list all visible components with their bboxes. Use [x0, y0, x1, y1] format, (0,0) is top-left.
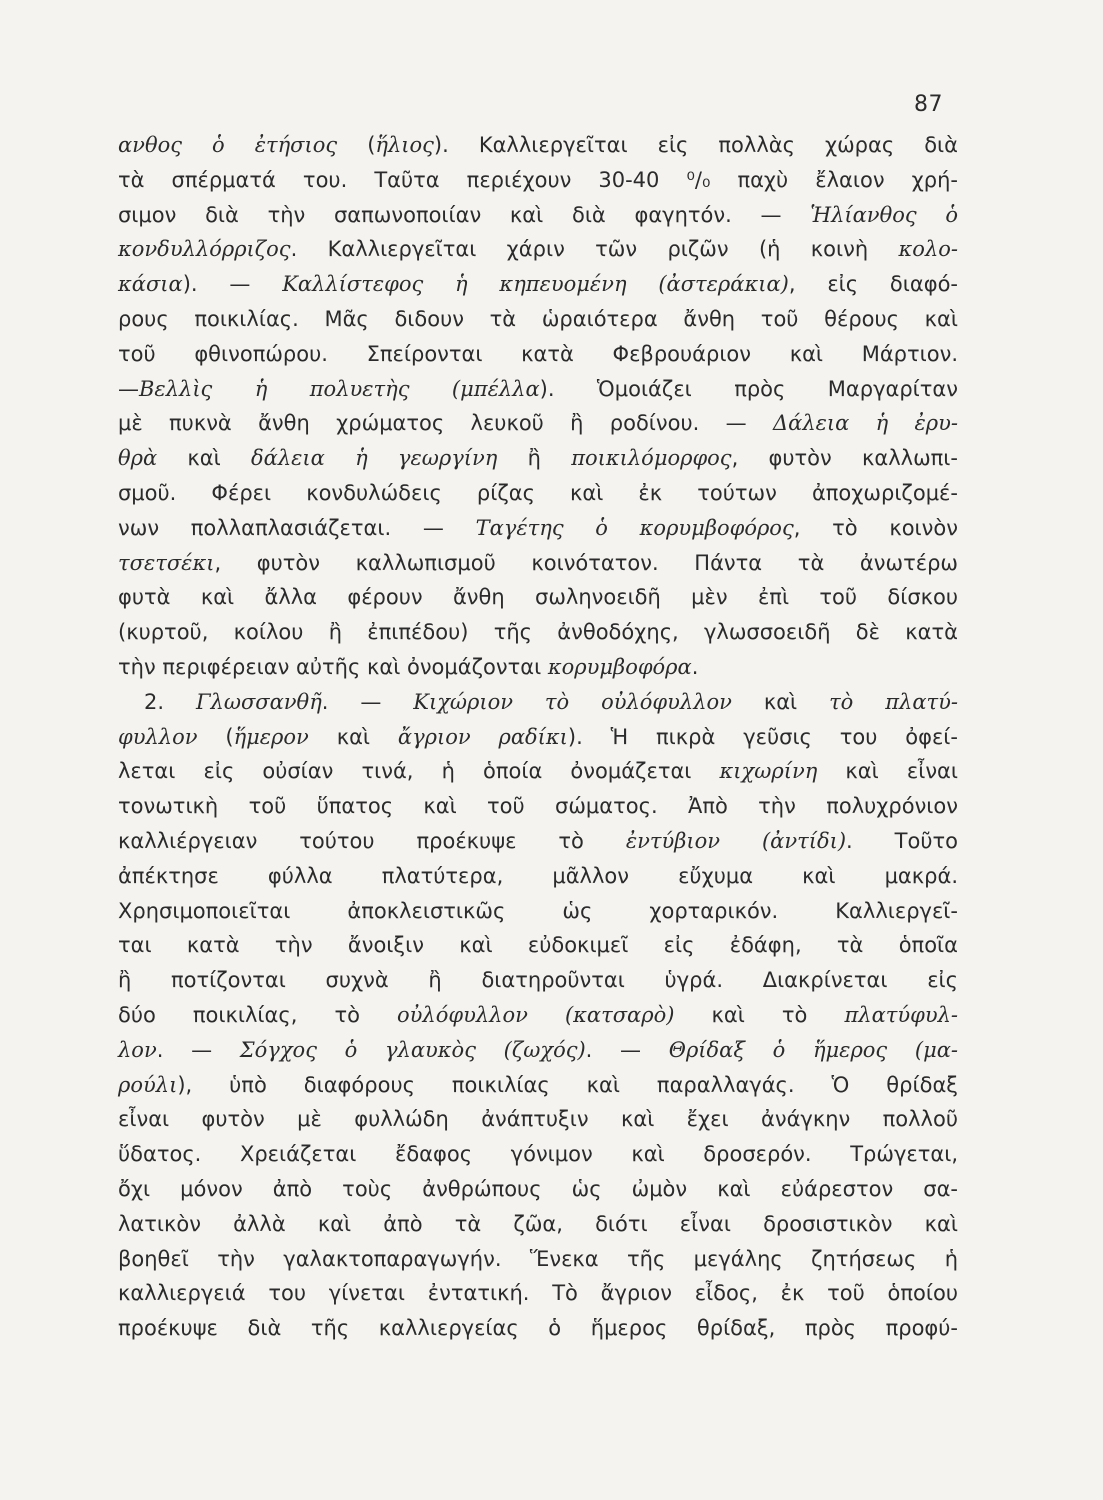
text-line — [118, 1137, 958, 1172]
text-run: καὶ — [308, 724, 398, 749]
text-run: μὲ πυκνὰ ἄνθη χρώματος λευκοῦ ἢ ροδίνου. — — [118, 411, 773, 436]
text-run: . Καλλιεργεῖται χάριν τῶν ριζῶν (ἡ κοινὴ — [290, 237, 899, 262]
text-run: σιμον διὰ τὴν σαπωνοποιίαν καὶ διὰ φαγητόν. — — [118, 202, 811, 227]
italic-term: τσετσέκι — [118, 550, 215, 575]
text-run: Χρησιμοποιεῖται ἀποκλειστικῶς ὡς χορταρικόν. Καλλιεργεῖ- — [118, 898, 958, 923]
text-line — [118, 1068, 958, 1103]
text-run: ὕδατος. Χρειάζεται ἔδαφος γόνιμον καὶ δροσερόν. Τρώγεται, — [118, 1142, 958, 1167]
italic-term: λον — [118, 1037, 157, 1062]
text-run: τονωτικὴ τοῦ ὕπατος καὶ τοῦ σώματος. Ἀπὸ τὴν πολυχρόνιον — [118, 794, 958, 819]
text-run: ται κατὰ τὴν ἄνοιξιν καὶ εὐδοκιμεῖ εἰς ἐδάφη, τὰ ὁποῖα — [118, 933, 958, 958]
text-run: ἀπέκτησε φύλλα πλατύτερα, μᾶλλον εὔχυμα καὶ μακρά. — [118, 863, 958, 888]
text-line — [118, 824, 958, 859]
text-run: ρους ποικιλίας. Μᾶς διδουν τὰ ὡραιότερα ἄνθη τοῦ θέρους καὶ — [118, 306, 958, 331]
text-line — [118, 1276, 958, 1311]
italic-term: τὸ πλατύ- — [829, 689, 958, 714]
text-line — [118, 546, 958, 581]
italic-term: δάλεια ἡ γεωργίνη — [251, 446, 498, 471]
italic-term: φυλλον — [118, 724, 198, 749]
text-run: . — [691, 654, 699, 679]
text-line — [118, 1172, 958, 1207]
text-run: ὄχι μόνον ἀπὸ τοὺς ἀνθρώπους ὡς ὠμὸν καὶ εὐάρεστον σα- — [118, 1176, 958, 1201]
italic-term: Θρίδαξ ὁ ἥμερος (μα- — [668, 1037, 958, 1062]
italic-term: ἐντύβιον (ἀντίδι) — [625, 828, 847, 853]
italic-term: Σόγχος ὁ γλαυκὸς (ζωχός) — [239, 1037, 586, 1062]
italic-term: Βελλὶς ἡ πολυετὴς (μπέλλα — [139, 376, 540, 401]
text-line — [118, 163, 958, 198]
text-line — [118, 859, 958, 894]
text-run: ( — [197, 724, 234, 749]
text-line — [118, 1311, 958, 1346]
text-run: βοηθεῖ τὴν γαλακτοπαραγωγήν. Ἕνεκα τῆς μεγάλης ζητήσεως ἡ — [118, 1246, 958, 1271]
text-line — [118, 928, 958, 963]
text-line — [118, 1207, 958, 1242]
text-run: καὶ — [731, 689, 830, 714]
text-run: καὶ εἶναι — [817, 759, 958, 784]
text-line — [118, 685, 958, 720]
text-run: ). — — [182, 272, 283, 297]
text-line — [118, 894, 958, 929]
italic-term: θρὰ — [118, 446, 158, 471]
italic-term: κιχωρίνη — [719, 759, 818, 784]
text-run: (κυρτοῦ, κοίλου ἢ ἐπιπέδου) τῆς ἀνθοδόχης, γλωσσοειδῆ δὲ κατὰ — [118, 620, 958, 645]
text-run: ). Ὁμοιάζει πρὸς Μαργαρίταν — [539, 376, 958, 401]
text-run: . — — [585, 1037, 669, 1062]
text-run: . — — [156, 1037, 240, 1062]
italic-term: κορυμβοφόρα — [547, 654, 692, 679]
text-line — [118, 511, 958, 546]
text-run: λατικὸν ἀλλὰ καὶ ἀπὸ τὰ ζῶα, διότι εἶναι δροσιστικὸν καὶ — [118, 1211, 958, 1236]
body-text — [118, 128, 958, 1346]
italic-term: οὐλόφυλλον (κατσαρὸ) — [397, 1002, 675, 1027]
text-line — [118, 441, 958, 476]
italic-term: ἥλιος — [375, 133, 434, 157]
text-run: δύο ποικιλίας, τὸ — [118, 1002, 398, 1027]
text-run: τοῦ φθινοπώρου. Σπείρονται κατὰ Φεβρουάριον καὶ Μάρτιον. — [118, 341, 958, 366]
text-line — [118, 476, 958, 511]
italic-term: κάσια — [118, 272, 183, 297]
text-run: , φυτὸν καλλωπισμοῦ κοινότατον. Πάντα τὰ ἀνωτέρω — [214, 550, 958, 575]
text-line — [118, 302, 958, 337]
text-run: . Τοῦτο — [846, 828, 958, 853]
text-line — [118, 650, 958, 685]
text-run: καὶ τὸ — [674, 1002, 845, 1027]
text-line — [118, 754, 958, 789]
text-line — [118, 267, 958, 302]
italic-term: ἥμερον — [233, 724, 309, 749]
italic-term: Δάλεια ἡ ἐρυ- — [772, 411, 959, 436]
italic-term: Κιχώριον τὸ οὐλόφυλλον — [413, 689, 732, 714]
italic-term: Ἡλίανθος ὁ — [810, 202, 958, 227]
text-run: ). Ἡ πικρὰ γεῦσις του ὀφεί- — [567, 724, 958, 749]
text-run: , φυτὸν καλλωπι- — [731, 446, 958, 471]
italic-term: κολο- — [898, 237, 958, 262]
text-line — [118, 406, 958, 441]
text-run: καὶ — [157, 446, 252, 471]
italic-term: ρούλι — [118, 1072, 178, 1097]
text-line — [118, 1033, 958, 1068]
italic-term: Καλλίστεφος ἡ κηπευομένη (ἀστεράκια) — [282, 272, 789, 297]
text-line — [118, 580, 958, 615]
text-run: ). Καλλιεργεῖται εἰς πολλὰς χώρας διὰ — [433, 133, 958, 157]
text-line — [118, 789, 958, 824]
text-line — [118, 372, 958, 407]
text-line — [118, 232, 958, 267]
italic-term: πλατύφυλ- — [844, 1002, 959, 1027]
text-line — [118, 1102, 958, 1137]
text-line — [118, 1242, 958, 1277]
italic-term: Ταγέτης ὁ κορυμβοφόρος — [475, 515, 794, 540]
text-run: εἶναι φυτὸν μὲ φυλλώδη ἀνάπτυξιν καὶ ἔχει ἀνάγκην πολλοῦ — [118, 1107, 958, 1132]
text-run: καλλιέργειαν τούτου προέκυψε τὸ — [118, 828, 626, 853]
text-run: λεται εἰς οὐσίαν τινά, ἡ ὁποία ὀνομάζεται — [118, 759, 720, 784]
text-line — [118, 998, 958, 1033]
text-line — [118, 720, 958, 755]
text-line — [118, 128, 958, 163]
text-run: τὰ σπέρματά του. Ταῦτα περιέχουν 30-40 ⁰/₀ παχὺ ἔλαιον χρή- — [118, 167, 958, 192]
text-run: ( — [337, 133, 376, 157]
italic-term: ανθος ὁ ἐτήσιος — [118, 133, 338, 157]
text-run: — — [118, 376, 139, 401]
text-run: ἢ — [497, 446, 572, 471]
text-line — [118, 615, 958, 650]
text-run: νων πολλαπλασιάζεται. — — [118, 515, 476, 540]
italic-term: ἄγριον ραδίκι — [397, 724, 568, 749]
text-run: , εἰς διαφό- — [788, 272, 958, 297]
text-run: καλλιεργειά του γίνεται ἐντατική. Τὸ ἄγριον εἶδος, ἐκ τοῦ ὁποίου — [118, 1281, 958, 1306]
text-run: ἢ ποτίζονται συχνὰ ἢ διατηροῦνται ὑγρά. Διακρίνεται εἰς — [118, 968, 958, 993]
text-run: ), ὑπὸ διαφόρους ποικιλίας καὶ παραλλαγάς. Ὁ θρίδαξ — [177, 1072, 958, 1097]
text-line — [118, 337, 958, 372]
italic-term: ποικιλόμορφος — [571, 446, 732, 471]
text-line — [118, 963, 958, 998]
text-run: 2. — [144, 689, 196, 714]
text-run: τὴν περιφέρειαν αὐτῆς καὶ ὀνομάζονται — [118, 654, 548, 679]
text-run: προέκυψε διὰ τῆς καλλιεργείας ὁ ἥμερος θρίδαξ, πρὸς προφύ- — [118, 1316, 958, 1341]
text-run: φυτὰ καὶ ἄλλα φέρουν ἄνθη σωληνοειδῆ μὲν ἐπὶ τοῦ δίσκου — [118, 585, 958, 610]
italic-term: κονδυλλόρριζος — [118, 237, 291, 262]
page-number: 87 — [914, 92, 943, 117]
text-run: σμοῦ. Φέρει κονδυλώδεις ρίζας καὶ ἐκ τούτων ἀποχωριζομέ- — [118, 480, 958, 505]
text-run: , τὸ κοινὸν — [793, 515, 958, 540]
italic-term: Γλωσσανθῆ — [195, 689, 322, 714]
text-line — [118, 198, 958, 233]
text-run: . — — [321, 689, 414, 714]
